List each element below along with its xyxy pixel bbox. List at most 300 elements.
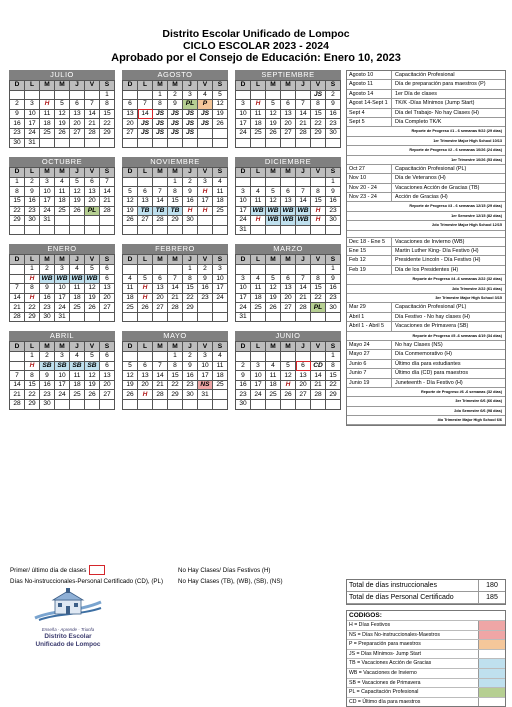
day-cell: 5 — [138, 274, 153, 284]
day-cell — [123, 352, 138, 362]
day-cell — [213, 138, 228, 148]
day-cell: JS — [153, 119, 168, 129]
day-cell: 15 — [311, 284, 326, 294]
day-cell: 8 — [311, 274, 326, 284]
code-color-swatch — [478, 679, 505, 688]
day-cell: 11 — [266, 371, 281, 381]
week-row — [123, 225, 228, 235]
event-row — [347, 109, 505, 118]
day-cell: 3 — [236, 274, 251, 284]
legend-mid — [178, 565, 283, 587]
day-cell: 26 — [138, 303, 153, 313]
week-row — [123, 100, 228, 110]
day-cell: 17 — [40, 196, 55, 206]
day-cell — [198, 225, 213, 235]
day-cell: 10 — [213, 274, 228, 284]
day-cell: 11 — [55, 187, 70, 197]
day-cell: 2 — [198, 264, 213, 274]
event-note: Reporte de Progreso #4 -6 semanas 2/22 (32 días) — [347, 275, 505, 284]
weekday-header: S — [100, 81, 115, 91]
event-date: Nov 10 — [347, 174, 392, 182]
weekday-header: M — [281, 255, 296, 265]
day-cell — [168, 264, 183, 274]
day-cell: JS — [183, 119, 198, 129]
day-cell: NS — [198, 380, 213, 390]
day-cell — [281, 352, 296, 362]
month-table — [235, 341, 341, 409]
weekday-header: J — [70, 255, 85, 265]
day-cell — [85, 225, 100, 235]
week-row — [10, 119, 115, 129]
day-cell: WB — [41, 274, 53, 282]
week-row — [10, 303, 115, 313]
day-cell: 7 — [296, 274, 311, 284]
day-cell: 8 — [168, 361, 183, 371]
day-cell — [198, 303, 213, 313]
code-color-swatch — [478, 659, 505, 668]
weekday-header: L — [138, 255, 153, 265]
weekday-header: V — [311, 168, 326, 178]
day-cell: 27 — [123, 128, 138, 138]
weekday-header: D — [236, 168, 251, 178]
document-header — [0, 28, 512, 64]
day-cell: 10 — [198, 361, 213, 371]
day-cell: 24 — [25, 128, 40, 138]
day-cell: 28 — [296, 303, 311, 313]
day-cell — [236, 138, 251, 148]
event-row — [347, 165, 505, 174]
week-row — [10, 90, 115, 100]
day-cell: 16 — [10, 119, 25, 129]
day-cell — [85, 138, 100, 148]
day-cell: 3 — [236, 100, 251, 110]
day-cell: JS — [311, 90, 326, 100]
day-cell: 17 — [236, 293, 251, 303]
day-cell: 26 — [85, 390, 100, 400]
day-cell: H — [40, 100, 55, 110]
day-cell: 1 — [153, 90, 168, 100]
month-noviembre — [122, 157, 228, 235]
day-cell: 2 — [326, 90, 341, 100]
day-cell: 23 — [40, 390, 55, 400]
day-cell: 8 — [326, 361, 341, 371]
weekday-header: D — [10, 168, 25, 178]
day-cell — [123, 138, 138, 148]
day-cell: 18 — [251, 119, 266, 129]
day-cell: 14 — [168, 284, 183, 294]
day-cell: JS — [198, 109, 213, 119]
day-cell — [123, 225, 138, 235]
week-row — [236, 400, 341, 410]
week-row — [123, 303, 228, 313]
day-cell — [138, 138, 153, 148]
event-description: Día de preparación para maestros (P) — [395, 81, 486, 88]
weekday-header: J — [183, 168, 198, 178]
day-cell — [213, 303, 228, 313]
day-cell: 10 — [251, 371, 266, 381]
week-row — [10, 138, 115, 148]
day-cell: 27 — [138, 216, 153, 226]
day-cell: 27 — [153, 303, 168, 313]
event-date: Abril 1 — [347, 313, 392, 321]
day-cell: 7 — [85, 100, 100, 110]
day-cell: 2 — [40, 352, 55, 362]
day-cell: 31 — [198, 390, 213, 400]
weekday-header: S — [100, 168, 115, 178]
event-note: 1er Trimestre Major High School 10/13 — [347, 137, 505, 146]
event-description: 1er Día de clases — [395, 90, 437, 97]
day-cell — [138, 400, 153, 410]
code-label: SB = Vacaciones de Primavera — [349, 679, 421, 686]
day-cell — [296, 225, 311, 235]
day-cell: H — [25, 293, 40, 303]
day-cell: 8 — [168, 187, 183, 197]
day-cell: 28 — [10, 400, 25, 410]
day-cell — [251, 352, 266, 362]
event-description: Capacitación Profesional — [395, 72, 455, 78]
day-cell: 24 — [40, 206, 55, 216]
day-cell: 1 — [25, 264, 40, 274]
event-description: Vacaciones Acción de Gracias (TB) — [395, 184, 480, 191]
day-cell: WB — [297, 216, 309, 224]
day-cell: JS — [198, 119, 213, 129]
day-cell: 2 — [25, 177, 40, 187]
day-cell — [168, 312, 183, 322]
day-cell: 29 — [311, 128, 326, 138]
day-cell: TB — [153, 206, 168, 216]
code-row — [347, 620, 505, 630]
event-date: Junio 6 — [347, 360, 392, 368]
month-title: JULIO — [9, 70, 115, 80]
day-cell: 7 — [138, 100, 153, 110]
day-cell: 24 — [55, 390, 70, 400]
weekday-header: V — [198, 81, 213, 91]
day-cell: 13 — [281, 284, 296, 294]
day-cell: JS — [138, 119, 153, 129]
day-cell — [55, 225, 70, 235]
month-table — [122, 167, 228, 235]
event-date: Ene 15 — [347, 247, 392, 255]
day-cell: 22 — [25, 303, 40, 313]
day-cell — [311, 352, 326, 362]
day-cell: 5 — [85, 264, 100, 274]
day-cell: 30 — [326, 216, 341, 226]
day-cell — [311, 225, 326, 235]
weekday-header: D — [10, 255, 25, 265]
week-row — [236, 380, 341, 390]
day-cell: 4 — [70, 352, 85, 362]
week-row — [236, 293, 341, 303]
day-cell: 19 — [85, 293, 100, 303]
event-date: Mayo 27 — [347, 350, 392, 358]
event-row — [347, 247, 505, 256]
day-cell: H — [311, 216, 326, 226]
event-note: 1er Trimestre 10/26 (53 días) — [347, 156, 505, 165]
month-title: FEBRERO — [122, 244, 228, 254]
weekday-header: M — [266, 81, 281, 91]
day-cell: 1 — [100, 90, 115, 100]
day-cell: 4 — [266, 361, 281, 371]
day-cell: JS — [168, 119, 183, 129]
week-row — [236, 225, 341, 235]
day-cell — [296, 177, 311, 187]
weekday-header: M — [281, 168, 296, 178]
week-row — [10, 284, 115, 294]
day-cell: 27 — [100, 390, 115, 400]
week-row — [236, 128, 341, 138]
day-cell — [281, 225, 296, 235]
day-cell: 8 — [100, 100, 115, 110]
day-cell: 19 — [266, 293, 281, 303]
day-cell: 7 — [10, 284, 25, 294]
weekday-header: J — [296, 168, 311, 178]
day-cell — [55, 90, 70, 100]
month-table — [235, 80, 341, 148]
day-cell: 4 — [213, 352, 228, 362]
day-cell: 2 — [236, 361, 251, 371]
day-cell: 12 — [281, 371, 296, 381]
month-row — [9, 70, 341, 148]
day-cell: 9 — [40, 371, 55, 381]
week-row — [236, 187, 341, 197]
week-row — [10, 177, 115, 187]
day-cell: WB — [297, 206, 309, 214]
day-cell: 18 — [55, 196, 70, 206]
logo-motto: Enseña · Aprende · Triunfa — [41, 627, 95, 632]
code-row — [347, 639, 505, 649]
day-cell: 30 — [183, 390, 198, 400]
event-description: Día Completo TK/K — [395, 118, 442, 125]
month-febrero — [122, 244, 228, 322]
day-cell: 1 — [326, 352, 341, 362]
week-row — [123, 400, 228, 410]
day-cell — [10, 264, 25, 274]
weekday-header: V — [85, 342, 100, 352]
weekday-header: M — [40, 255, 55, 265]
day-cell: 14 — [85, 109, 100, 119]
weekday-header: V — [85, 255, 100, 265]
day-cell: 9 — [236, 371, 251, 381]
week-row — [10, 196, 115, 206]
day-cell: 23 — [326, 293, 341, 303]
code-row — [347, 630, 505, 640]
day-cell — [183, 138, 198, 148]
month-table — [9, 254, 115, 322]
day-cell: WB — [71, 274, 83, 282]
week-row — [10, 216, 115, 226]
event-row — [347, 174, 505, 183]
event-description: Vacaciones de Invierno (WB) — [395, 238, 465, 245]
event-description: Día de Veteranos (H) — [395, 175, 446, 182]
day-cell: 12 — [123, 371, 138, 381]
week-row — [10, 128, 115, 138]
month-table — [122, 341, 228, 409]
legend-no-school: No Hay Clases (TB), (WB), (SB), (NS) — [178, 578, 283, 585]
day-cell: CD — [311, 361, 326, 371]
day-cell: 10 — [236, 196, 251, 206]
schoolhouse-logo-icon — [33, 588, 103, 622]
legend-left — [10, 565, 163, 587]
event-date: Dec 18 - Ene 5 — [347, 238, 392, 246]
day-cell — [281, 264, 296, 274]
day-cell: 28 — [296, 128, 311, 138]
day-cell: 25 — [70, 390, 85, 400]
weekday-header: L — [251, 342, 266, 352]
day-cell: 18 — [213, 371, 228, 381]
day-cell: 15 — [168, 371, 183, 381]
event-row — [347, 350, 505, 359]
day-cell — [85, 312, 100, 322]
day-cell: 11 — [70, 284, 85, 294]
weekday-header: S — [326, 255, 341, 265]
event-date: Sept 4 — [347, 109, 392, 117]
week-row — [236, 216, 341, 226]
week-row — [123, 109, 228, 119]
day-cell: 25 — [251, 303, 266, 313]
day-cell: 11 — [251, 109, 266, 119]
weekday-header: L — [251, 255, 266, 265]
district-logo — [20, 588, 116, 648]
week-row — [10, 206, 115, 216]
day-cell: 13 — [100, 371, 115, 381]
codes-title: CODIGOS: — [349, 612, 382, 619]
day-cell — [213, 225, 228, 235]
event-note: 3er Trimestre Major High School 3/15 — [347, 294, 505, 303]
week-row — [123, 206, 228, 216]
day-cell: 30 — [326, 303, 341, 313]
day-cell: 21 — [296, 119, 311, 129]
day-cell: 3 — [198, 177, 213, 187]
day-cell — [153, 138, 168, 148]
day-cell: 12 — [55, 109, 70, 119]
event-note: 4to Trimestre Major High School 6/6 — [347, 416, 505, 425]
weekday-header: V — [311, 255, 326, 265]
day-cell — [296, 138, 311, 148]
day-cell — [198, 216, 213, 226]
day-cell: 4 — [55, 177, 70, 187]
weekday-header: L — [251, 81, 266, 91]
day-cell — [213, 390, 228, 400]
day-cell: 17 — [236, 206, 251, 216]
weekday-header: M — [153, 81, 168, 91]
day-cell: 10 — [40, 187, 55, 197]
day-cell: 7 — [10, 371, 25, 381]
day-cell: 21 — [168, 293, 183, 303]
day-cell: 20 — [296, 380, 311, 390]
day-cell: 12 — [85, 284, 100, 294]
weekday-header: M — [55, 81, 70, 91]
day-cell — [296, 90, 311, 100]
week-row — [10, 352, 115, 362]
event-row — [347, 118, 505, 127]
day-cell — [251, 225, 266, 235]
weekday-header: V — [198, 168, 213, 178]
day-cell — [55, 400, 70, 410]
day-cell: 6 — [100, 352, 115, 362]
day-cell — [138, 264, 153, 274]
day-cell: 8 — [153, 100, 168, 110]
day-cell: 24 — [236, 128, 251, 138]
day-cell: 16 — [183, 371, 198, 381]
day-cell: 16 — [40, 380, 55, 390]
day-cell: 2 — [10, 100, 25, 110]
month-marzo — [235, 244, 341, 322]
day-cell: 14 — [10, 380, 25, 390]
day-cell: 21 — [10, 390, 25, 400]
day-cell: 17 — [198, 196, 213, 206]
day-cell: 18 — [251, 293, 266, 303]
code-row — [347, 687, 505, 697]
day-cell: SB — [40, 361, 55, 371]
weekday-header: L — [251, 168, 266, 178]
weekday-header: M — [266, 168, 281, 178]
week-row — [10, 380, 115, 390]
day-cell — [198, 400, 213, 410]
day-cell: 30 — [40, 400, 55, 410]
event-date: Junio 7 — [347, 369, 392, 377]
day-cell — [251, 264, 266, 274]
week-row — [236, 312, 341, 322]
day-cell — [25, 90, 40, 100]
day-cell: 15 — [183, 284, 198, 294]
day-cell — [168, 225, 183, 235]
day-cell: 20 — [281, 293, 296, 303]
day-cell: 4 — [251, 187, 266, 197]
code-label: CD = Último día para maestros — [349, 698, 421, 705]
event-description: Vacaciones de Primavera (SB) — [395, 323, 469, 330]
month-julio — [9, 70, 115, 148]
day-cell: 8 — [25, 284, 40, 294]
day-cell — [70, 138, 85, 148]
week-row — [123, 196, 228, 206]
day-cell: 22 — [183, 293, 198, 303]
day-cell: 1 — [168, 177, 183, 187]
day-cell: 13 — [100, 284, 115, 294]
day-cell: 27 — [281, 303, 296, 313]
day-cell — [10, 274, 25, 284]
day-cell — [213, 128, 228, 138]
week-row — [236, 119, 341, 129]
day-cell — [138, 312, 153, 322]
day-cell: 11 — [251, 196, 266, 206]
event-date: Feb 19 — [347, 266, 392, 274]
day-cell: 15 — [25, 380, 40, 390]
day-cell: 6 — [281, 187, 296, 197]
week-row — [123, 138, 228, 148]
day-cell: JS — [138, 128, 153, 138]
day-cell: 28 — [10, 312, 25, 322]
day-cell — [251, 177, 266, 187]
day-cell: 22 — [25, 390, 40, 400]
day-cell: H — [311, 206, 326, 216]
day-cell: 7 — [153, 187, 168, 197]
event-description: Capacitación Profesional (PL) — [395, 304, 467, 311]
day-cell: 28 — [168, 303, 183, 313]
weekday-header: S — [326, 342, 341, 352]
weekday-header: L — [138, 81, 153, 91]
day-cell: 7 — [153, 361, 168, 371]
legend-first-last-day: Primer/ último día de clases — [10, 567, 87, 574]
weekday-header: J — [296, 342, 311, 352]
day-cell: 26 — [70, 206, 85, 216]
event-description: Día de los Presidentes (H) — [395, 266, 459, 273]
event-row — [347, 313, 505, 322]
day-cell: 23 — [40, 303, 55, 313]
day-cell: WB — [267, 206, 279, 214]
day-cell: 19 — [70, 196, 85, 206]
weekday-header: L — [138, 342, 153, 352]
day-cell: 6 — [100, 361, 115, 371]
